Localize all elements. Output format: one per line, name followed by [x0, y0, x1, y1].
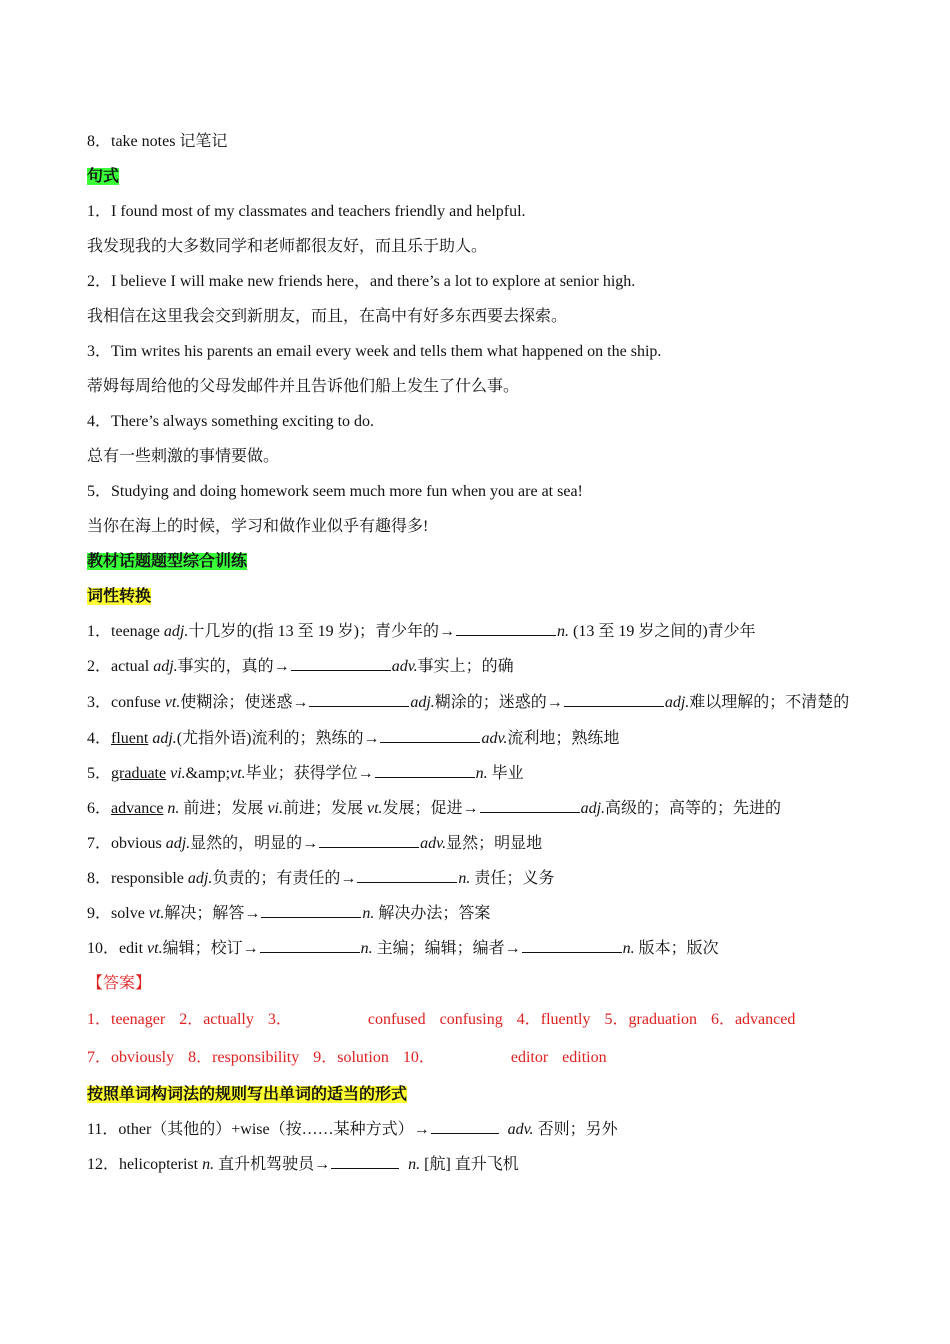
- question-12: 12．helicopterist n. 直升机驾驶员→ n. [航] 直升飞机: [87, 1156, 519, 1173]
- training-heading-row: [87, 544, 863, 579]
- sentence-3-en: 3．Tim writes his parents an email every week and tells them what happened on the ship.: [87, 343, 662, 360]
- question-9: 9．solve vt.解决；解答→ n. 解决办法；答案: [87, 905, 491, 922]
- content: [87, 124, 863, 1182]
- phrase-item-8: 8．take notes 记笔记: [87, 133, 228, 150]
- answer-blank[interactable]: [331, 1154, 399, 1169]
- sentence-1-en: 1．I found most of my classmates and teachers friendly and helpful.: [87, 203, 526, 220]
- question-7: 7．obvious adj.显然的，明显的→ adv.显然；明显地: [87, 835, 543, 852]
- answers-line-1: 1．teenager 2．actually 3． confused confusing 4．fluently 5．graduation 6．advanced: [87, 1011, 796, 1028]
- answer-blank[interactable]: [522, 938, 622, 953]
- sentence-5-zh: 当你在海上的时候，学习和做作业似乎有趣得多!: [87, 518, 429, 535]
- sentence-2-en: 2．I believe I will make new friends here，and there’s a lot to explore at senior high.: [87, 273, 636, 290]
- answer-blank[interactable]: [431, 1119, 499, 1134]
- answer-blank[interactable]: [564, 692, 664, 707]
- sentence-1-zh: 我发现我的大多数同学和老师都很友好，而且乐于助人。: [87, 238, 488, 255]
- question-8: 8．responsible adj.负责的；有责任的→ n. 责任；义务: [87, 870, 555, 887]
- answers-line-2: 7．obviously 8．responsibility 9．solution 10． editor edition: [87, 1049, 607, 1066]
- answer-blank[interactable]: [261, 903, 361, 918]
- sentence-3-zh: 蒂姆每周给他的父母发邮件并且告诉他们船上发生了什么事。: [87, 378, 520, 395]
- answer-blank[interactable]: [380, 728, 480, 743]
- answer-blank[interactable]: [480, 798, 580, 813]
- sentence-2-zh: 我相信在这里我会交到新朋友，而且，在高中有好多东西要去探索。: [87, 308, 568, 325]
- training-heading: 教材话题题型综合训练: [87, 553, 248, 570]
- question-1: 1．teenage adj.十几岁的(指 13 至 19 岁)；青少年的→ n. (13 至 19 岁之间的)青少年: [87, 623, 756, 640]
- sentences-heading-row: [87, 159, 863, 194]
- answer-blank[interactable]: [291, 656, 391, 671]
- question-10: 10．edit vt.编辑；校订→ n. 主编；编辑；编者→ n. 版本；版次: [87, 940, 719, 957]
- conversion-heading: 词性转换: [87, 588, 152, 605]
- question-5: 5．graduate vi.&amp;vt.毕业；获得学位→ n. 毕业: [87, 765, 524, 782]
- formation-heading-row: [87, 1077, 863, 1112]
- answer-blank[interactable]: [375, 763, 475, 778]
- answer-blank[interactable]: [357, 868, 457, 883]
- answer-blank[interactable]: [260, 938, 360, 953]
- question-3: 3．confuse vt.使糊涂；使迷惑→ adj.糊涂的；迷惑的→ adj.难以理解的；不清楚的: [87, 694, 850, 711]
- answer-blank[interactable]: [319, 833, 419, 848]
- sentence-5-en: 5．Studying and doing homework seem much more fun when you are at sea!: [87, 483, 583, 500]
- question-11: 11．other（其他的）+wise（按……某种方式）→ adv. 否则；另外: [87, 1121, 618, 1138]
- question-6: 6．advance n. 前进；发展 vi.前进；发展 vt.发展；促进→ adj.高级的；高等的；先进的: [87, 800, 782, 817]
- sentence-4-en: 4．There’s always something exciting to do.: [87, 413, 375, 430]
- question-2: 2．actual adj.事实的，真的→ adv.事实上；的确: [87, 658, 514, 675]
- answer-blank[interactable]: [456, 621, 556, 636]
- sentence-4-zh: 总有一些刺激的事情要做。: [87, 448, 280, 465]
- answer-label: 【答案】: [87, 975, 152, 992]
- sentences-heading: 句式: [87, 168, 120, 185]
- answer-blank[interactable]: [309, 692, 409, 707]
- formation-heading: 按照单词构词法的规则写出单词的适当的形式: [87, 1086, 408, 1103]
- conversion-heading-row: [87, 579, 863, 614]
- question-4: 4．fluent adj.(尤指外语)流利的；熟练的→ adv.流利地；熟练地: [87, 730, 620, 747]
